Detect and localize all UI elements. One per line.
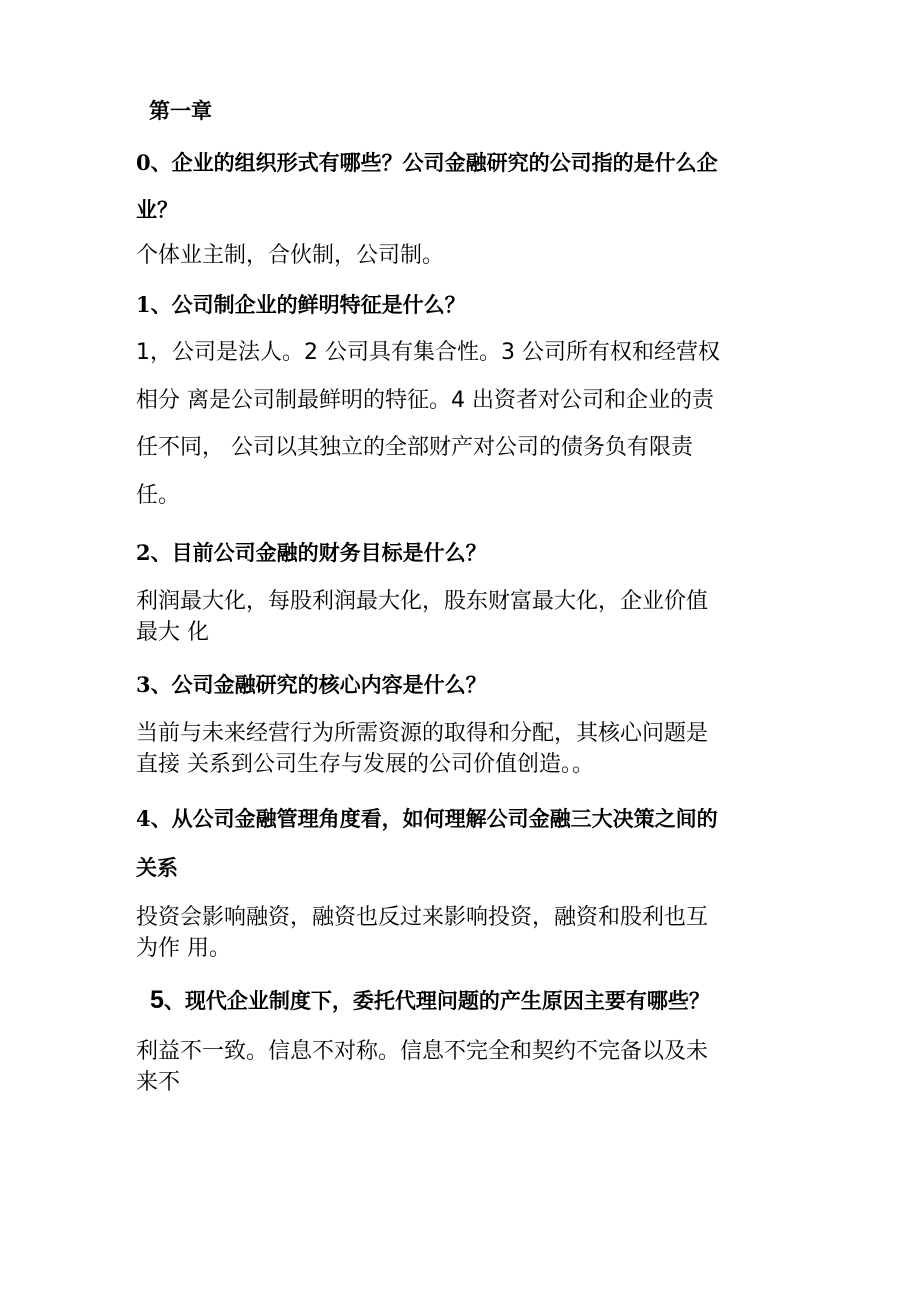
answer-5-line-2: 来不 [136,1070,181,1095]
question-2-number: 2 [136,540,151,565]
answer-4-line-2: 为作 用。 [136,936,231,961]
answer-1-line-1: 1，公司是法人。2 公司具有集合性。3 公司所有权和经营权 [136,340,720,365]
question-0-text: 、企业的组织形式有哪些？公司金融研究的公司指的是什么企 [150,151,718,175]
answer-3-line-2: 直接 关系到公司生存与发展的公司价值创造。。 [136,752,594,777]
question-5-text: 、现代企业制度下，委托代理问题的产生原因主要有哪些？ [163,989,710,1013]
answer-1-line-4: 任。 [136,483,181,508]
answer-2-line-2: 最大 化 [136,620,209,645]
question-4-line-1 [136,808,718,830]
question-0-number: 0 [136,150,151,175]
question-2-text: 、目前公司金融的财务目标是什么？ [150,541,487,565]
question-1 [136,294,466,316]
chapter-title: 第一章 [149,99,212,123]
question-3 [136,674,487,696]
question-1-number: 1 [136,292,151,317]
answer-4-line-1: 投资会影响融资，融资也反过来影响投资，融资和股利也互 [136,905,709,930]
question-1-text: 、公司制企业的鲜明特征是什么？ [150,293,466,317]
answer-2-line-1: 利润最大化，每股利润最大化，股东财富最大化，企业价值 [136,589,709,614]
question-4-line-2: 关系 [136,856,178,880]
answer-5-line-1: 利益不一致。信息不对称。信息不完全和契约不完备以及未 [136,1039,709,1064]
question-3-number: 3 [136,672,151,697]
question-4-number: 4 [136,806,151,831]
question-5 [150,988,710,1013]
answer-0: 个体业主制，合伙制，公司制。 [136,243,445,268]
question-0-line-1 [136,152,718,174]
question-0-line-2: 业？ [136,198,178,222]
answer-3-line-1: 当前与未来经营行为所需资源的取得和分配，其核心问题是 [136,721,709,746]
question-4-text: 、从公司金融管理角度看，如何理解公司金融三大决策之间的 [150,807,718,831]
question-3-text: 、公司金融研究的核心内容是什么？ [150,673,487,697]
question-2 [136,542,487,564]
answer-1-line-3: 任不同， 公司以其独立的全部财产对公司的债务负有限责 [136,435,693,460]
question-5-number: 5 [150,986,164,1014]
answer-1-line-2: 相分 离是公司制最鲜明的特征。4 出资者对公司和企业的责 [136,388,714,413]
